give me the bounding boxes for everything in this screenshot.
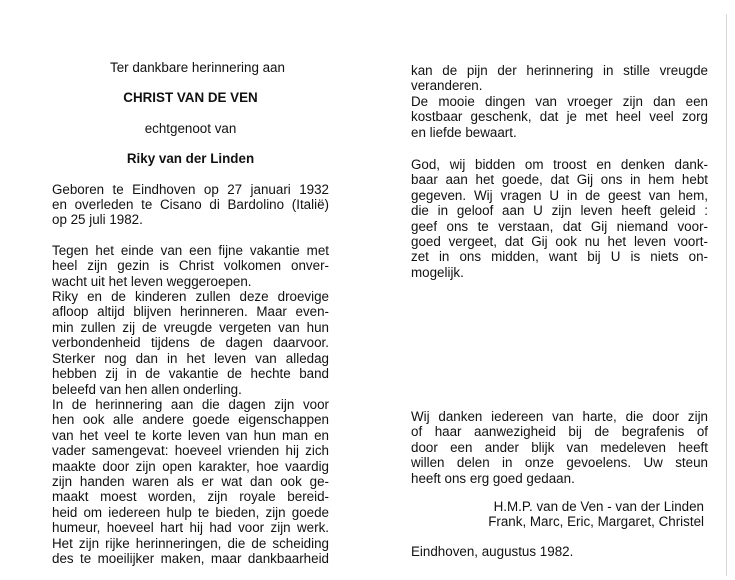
text-line: zet in ons midden, want bij U is niets on- [411, 249, 708, 265]
spouse-name: Riky van der Linden [126, 151, 255, 167]
text-line: baar aan het goede, dat Gij ons in hem hebt [411, 172, 708, 188]
text-line: kostbaar geschenk, dat je met heel veel zorg [411, 109, 708, 125]
text-line: humeur, hoeveel hart hij had voor zijn werk. [52, 520, 329, 536]
death-line: en overleden te Cisano di Bardolino (Italië) [52, 197, 329, 213]
place-date: Eindhoven, augustus 1982. [411, 544, 574, 559]
intro-text: Ter dankbare herinnering aan [110, 60, 285, 75]
text-line: des te moeilijker maken, maar dankbaarheid [52, 550, 329, 566]
text-line: van het veel te korte leven van hun man en [52, 427, 329, 443]
text-line: beleefd van hen allen onderling. [52, 381, 242, 397]
text-line: door een ander blijk van medeleven heeft [411, 439, 708, 455]
text-line: Het zijn rijke herinneringen, die de scheiding [52, 535, 329, 551]
text-line: mogelijk. [411, 264, 464, 280]
right-column [411, 63, 708, 559]
text-line: Sterker nog dan in het leven van alledag [52, 350, 329, 366]
signature-block [411, 499, 704, 530]
relation-text: echtgenoot van [144, 120, 237, 136]
text-line: gegeven. Wij vragen U in de geest van hem, [411, 187, 708, 203]
birth-death-block [52, 182, 329, 228]
text-line: vader samengevat: hoeveel vrienden hij zich [52, 443, 329, 459]
text-line: Wij danken iedereen van harte, die door zijn [411, 409, 708, 424]
text-line: In de herinnering aan die dagen zijn voor [52, 396, 329, 412]
memorial-text [52, 243, 329, 567]
text-line: God, wij bidden om troost en denken dank- [411, 157, 708, 173]
text-line: en liefde bewaart. [411, 124, 517, 140]
text-line: afloop altijd blijven herinneren. Maar even- [52, 304, 329, 320]
text-line: heel zijn gezin is Christ volkomen onver- [52, 258, 329, 274]
text-line: kan de pijn der herinnering in stille vreugde [411, 63, 708, 78]
text-line: hen ook alle andere goede eigenschappen [52, 412, 329, 428]
text-line: De mooie dingen van vroeger zijn dan een [411, 93, 708, 109]
prayer-paragraph [411, 157, 708, 280]
thanks-paragraph [411, 409, 708, 486]
text-line: goed vergeet, dat Gij ook nu het leven voort- [411, 234, 708, 250]
deceased-name: CHRIST VAN DE VEN [123, 90, 258, 106]
text-line: maakt moest worden, zijn royale bereid- [52, 489, 329, 505]
text-line: heid om iedereen hulp te bieden, zijn goede [52, 504, 329, 520]
text-line: min zullen zij de vreugde vergeten van hun [52, 319, 329, 335]
signature-line: H.M.P. van de Ven - van der Linden [493, 499, 704, 514]
text-line: hebben zij in de vakantie de hechte band [52, 366, 329, 382]
left-column [52, 60, 329, 566]
birth-line: Geboren te Eindhoven op 27 januari 1932 [52, 181, 329, 197]
text-line: heeft ons erg goed gedaan. [411, 470, 575, 486]
page-edge-line [726, 14, 727, 576]
text-line: of haar aanwezigheid bij de begrafenis of [411, 424, 708, 440]
text-line: willen delen in onze gevoelens. Uw steun [411, 455, 708, 471]
signature-line: Frank, Marc, Eric, Margaret, Christel [488, 514, 704, 530]
text-line: verbondenheid tijdens de dagen daarvoor. [52, 335, 329, 351]
text-line: Riky en de kinderen zullen deze droevige [52, 289, 329, 305]
death-date-line: op 25 juli 1982. [52, 212, 143, 228]
text-line: Tegen het einde van een fijne vakantie met [52, 242, 329, 258]
memory-paragraph [411, 63, 708, 140]
text-line: veranderen. [411, 78, 483, 94]
text-line: zijn handen waren als er wat dan ook ge- [52, 473, 329, 489]
text-line: die in geloof aan U zijn leven heeft geleid : [411, 203, 708, 219]
text-line: maakte door zijn open karakter, hoe vaardig [52, 458, 329, 474]
text-line: wacht uit het leven weggeroepen. [52, 273, 252, 289]
text-line: geef ons te verstaan, dat Gij niemand voor- [411, 218, 708, 234]
